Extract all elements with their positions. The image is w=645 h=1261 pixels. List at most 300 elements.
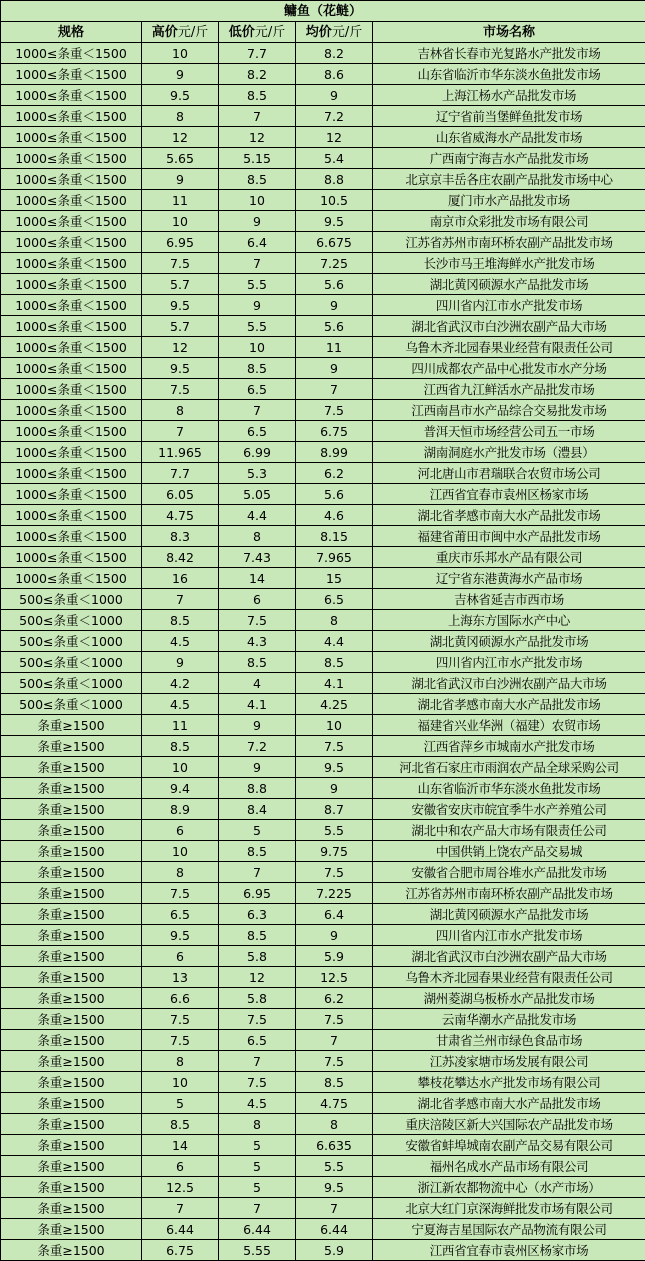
cell-high-price: 11 — [142, 190, 219, 211]
cell-low-price: 7 — [219, 862, 296, 883]
cell-spec: 1000≤条重＜1500 — [1, 505, 142, 526]
table-row — [1, 400, 645, 421]
cell-market: 四川省内江市水产批发市场 — [373, 925, 645, 946]
cell-avg-price: 7.5 — [296, 400, 373, 421]
cell-high-price: 6 — [142, 820, 219, 841]
cell-high-price: 11.965 — [142, 442, 219, 463]
cell-market: 长沙市马王堆海鲜水产批发市场 — [373, 253, 645, 274]
cell-avg-price: 8.2 — [296, 43, 373, 64]
cell-high-price: 6.5 — [142, 904, 219, 925]
cell-market: 辽宁省东港黄海水产品市场 — [373, 568, 645, 589]
cell-market: 河北省石家庄市雨润农产品全球采购公司 — [373, 757, 645, 778]
cell-low-price: 6.4 — [219, 232, 296, 253]
cell-avg-price: 5.4 — [296, 148, 373, 169]
cell-spec: 1000≤条重＜1500 — [1, 400, 142, 421]
cell-market: 湖北黄冈硕源水产品批发市场 — [373, 904, 645, 925]
cell-market: 安徽省蚌埠城南农副产品交易有限公司 — [373, 1135, 645, 1156]
cell-avg-price: 12 — [296, 127, 373, 148]
cell-spec: 条重≥1500 — [1, 778, 142, 799]
cell-avg-price: 8.15 — [296, 526, 373, 547]
cell-low-price: 9 — [219, 295, 296, 316]
cell-avg-price: 9 — [296, 778, 373, 799]
cell-spec: 条重≥1500 — [1, 1093, 142, 1114]
cell-high-price: 7 — [142, 1198, 219, 1219]
cell-low-price: 8.5 — [219, 652, 296, 673]
cell-low-price: 7.2 — [219, 736, 296, 757]
cell-low-price: 5.5 — [219, 316, 296, 337]
cell-low-price: 5.8 — [219, 988, 296, 1009]
header-low-price — [219, 22, 296, 43]
cell-avg-price: 4.75 — [296, 1093, 373, 1114]
table-row — [1, 43, 645, 64]
cell-spec: 条重≥1500 — [1, 946, 142, 967]
cell-high-price: 7 — [142, 421, 219, 442]
cell-high-price: 6.6 — [142, 988, 219, 1009]
cell-high-price: 10 — [142, 43, 219, 64]
table-row — [1, 820, 645, 841]
cell-low-price: 5.15 — [219, 148, 296, 169]
cell-low-price: 7 — [219, 253, 296, 274]
table-row — [1, 799, 645, 820]
cell-high-price: 11 — [142, 715, 219, 736]
cell-avg-price: 11 — [296, 337, 373, 358]
cell-market: 湖北中和农产品大市场有限责任公司 — [373, 820, 645, 841]
cell-low-price: 7 — [219, 1198, 296, 1219]
cell-spec: 条重≥1500 — [1, 1114, 142, 1135]
cell-market: 湖北省孝感市南大水产品批发市场 — [373, 505, 645, 526]
cell-market: 山东省威海水产品批发市场 — [373, 127, 645, 148]
cell-low-price: 5.8 — [219, 946, 296, 967]
cell-avg-price: 4.25 — [296, 694, 373, 715]
cell-high-price: 10 — [142, 757, 219, 778]
table-row — [1, 568, 645, 589]
table-row — [1, 421, 645, 442]
cell-spec: 1000≤条重＜1500 — [1, 484, 142, 505]
cell-avg-price: 9 — [296, 295, 373, 316]
cell-high-price: 7 — [142, 589, 219, 610]
cell-high-price: 6.05 — [142, 484, 219, 505]
cell-market: 山东省临沂市华东淡水鱼批发市场 — [373, 778, 645, 799]
cell-avg-price: 5.9 — [296, 1240, 373, 1261]
cell-low-price: 9 — [219, 757, 296, 778]
cell-high-price: 8 — [142, 400, 219, 421]
cell-spec: 1000≤条重＜1500 — [1, 43, 142, 64]
table-row — [1, 337, 645, 358]
cell-market: 湖州菱湖乌板桥水产品批发市场 — [373, 988, 645, 1009]
cell-low-price: 7.43 — [219, 547, 296, 568]
cell-market: 山东省临沂市华东淡水鱼批发市场 — [373, 64, 645, 85]
table-row — [1, 148, 645, 169]
table-title: 鳙鱼（花鲢） — [1, 1, 645, 22]
cell-avg-price: 9 — [296, 85, 373, 106]
cell-avg-price: 7.5 — [296, 1009, 373, 1030]
cell-spec: 条重≥1500 — [1, 1072, 142, 1093]
cell-high-price: 8 — [142, 862, 219, 883]
cell-high-price: 4.5 — [142, 631, 219, 652]
cell-low-price: 8.5 — [219, 841, 296, 862]
table-row — [1, 1156, 645, 1177]
cell-high-price: 4.2 — [142, 673, 219, 694]
cell-market: 湖北黄冈硕源水产品批发市场 — [373, 631, 645, 652]
cell-high-price: 13 — [142, 967, 219, 988]
cell-avg-price: 4.6 — [296, 505, 373, 526]
cell-low-price: 5 — [219, 1135, 296, 1156]
table-row — [1, 1219, 645, 1240]
table-row — [1, 631, 645, 652]
cell-avg-price: 7.2 — [296, 106, 373, 127]
cell-spec: 1000≤条重＜1500 — [1, 211, 142, 232]
cell-spec: 条重≥1500 — [1, 1240, 142, 1261]
cell-high-price: 7.7 — [142, 463, 219, 484]
table-row — [1, 967, 645, 988]
table-row — [1, 169, 645, 190]
cell-market: 江西省九江鲜活水产品批发市场 — [373, 379, 645, 400]
cell-spec: 条重≥1500 — [1, 988, 142, 1009]
cell-high-price: 5.7 — [142, 316, 219, 337]
cell-spec: 500≤条重＜1000 — [1, 694, 142, 715]
cell-avg-price: 6.2 — [296, 988, 373, 1009]
cell-low-price: 6 — [219, 589, 296, 610]
cell-market: 厦门市水产品批发市场 — [373, 190, 645, 211]
cell-low-price: 8.4 — [219, 799, 296, 820]
cell-spec: 条重≥1500 — [1, 820, 142, 841]
header-avg-label: 均价 — [305, 24, 332, 40]
cell-spec: 条重≥1500 — [1, 1135, 142, 1156]
cell-avg-price: 5.5 — [296, 1156, 373, 1177]
cell-spec: 1000≤条重＜1500 — [1, 421, 142, 442]
table-row — [1, 190, 645, 211]
cell-low-price: 8 — [219, 1114, 296, 1135]
cell-low-price: 7 — [219, 400, 296, 421]
cell-market: 湖北省孝感市南大水产品批发市场 — [373, 1093, 645, 1114]
cell-avg-price: 8.5 — [296, 652, 373, 673]
table-row — [1, 715, 645, 736]
cell-low-price: 5 — [219, 1156, 296, 1177]
table-row — [1, 1135, 645, 1156]
table-row — [1, 127, 645, 148]
cell-spec: 1000≤条重＜1500 — [1, 337, 142, 358]
cell-avg-price: 5.5 — [296, 820, 373, 841]
table-row — [1, 484, 645, 505]
cell-avg-price: 7.965 — [296, 547, 373, 568]
cell-high-price: 7.5 — [142, 253, 219, 274]
cell-market: 四川省内江市水产批发市场 — [373, 295, 645, 316]
cell-spec: 1000≤条重＜1500 — [1, 253, 142, 274]
table-row — [1, 526, 645, 547]
cell-avg-price: 9.5 — [296, 211, 373, 232]
cell-avg-price: 7 — [296, 1198, 373, 1219]
header-high-label: 高价 — [151, 24, 178, 40]
cell-high-price: 9.5 — [142, 295, 219, 316]
cell-low-price: 8.5 — [219, 925, 296, 946]
cell-high-price: 7.5 — [142, 379, 219, 400]
cell-market: 福建省莆田市闽中水产品批发市场 — [373, 526, 645, 547]
cell-low-price: 6.99 — [219, 442, 296, 463]
table-row — [1, 1093, 645, 1114]
cell-spec: 条重≥1500 — [1, 757, 142, 778]
cell-avg-price: 6.675 — [296, 232, 373, 253]
cell-spec: 1000≤条重＜1500 — [1, 379, 142, 400]
cell-high-price: 14 — [142, 1135, 219, 1156]
cell-low-price: 6.5 — [219, 421, 296, 442]
cell-market: 浙江新农都物流中心（水产市场） — [373, 1177, 645, 1198]
cell-spec: 500≤条重＜1000 — [1, 673, 142, 694]
cell-low-price: 5 — [219, 1177, 296, 1198]
header-high-price — [142, 22, 219, 43]
cell-low-price: 6.3 — [219, 904, 296, 925]
cell-market: 福州名成水产品市场有限公司 — [373, 1156, 645, 1177]
table-row — [1, 925, 645, 946]
cell-low-price: 8.5 — [219, 358, 296, 379]
cell-high-price: 7.5 — [142, 1009, 219, 1030]
cell-market: 江西省萍乡市城南水产批发市场 — [373, 736, 645, 757]
cell-avg-price: 5.6 — [296, 484, 373, 505]
table-row — [1, 253, 645, 274]
header-avg-price — [296, 22, 373, 43]
cell-avg-price: 7.5 — [296, 736, 373, 757]
cell-low-price: 6.44 — [219, 1219, 296, 1240]
cell-high-price: 6.95 — [142, 232, 219, 253]
cell-high-price: 10 — [142, 1072, 219, 1093]
cell-spec: 1000≤条重＜1500 — [1, 358, 142, 379]
table-row — [1, 295, 645, 316]
cell-market: 安徽省安庆市皖宜季牛水产养殖公司 — [373, 799, 645, 820]
cell-spec: 1000≤条重＜1500 — [1, 316, 142, 337]
cell-avg-price: 5.6 — [296, 274, 373, 295]
cell-spec: 1000≤条重＜1500 — [1, 547, 142, 568]
cell-spec: 500≤条重＜1000 — [1, 589, 142, 610]
title-row — [1, 1, 645, 22]
cell-spec: 1000≤条重＜1500 — [1, 169, 142, 190]
cell-spec: 1000≤条重＜1500 — [1, 295, 142, 316]
cell-spec: 1000≤条重＜1500 — [1, 526, 142, 547]
table-row — [1, 442, 645, 463]
cell-high-price: 5 — [142, 1093, 219, 1114]
cell-high-price: 10 — [142, 211, 219, 232]
cell-spec: 1000≤条重＜1500 — [1, 85, 142, 106]
cell-market: 江西省宜春市袁州区杨家市场 — [373, 484, 645, 505]
cell-spec: 1000≤条重＜1500 — [1, 190, 142, 211]
cell-spec: 1000≤条重＜1500 — [1, 442, 142, 463]
cell-avg-price: 9.5 — [296, 1177, 373, 1198]
cell-low-price: 8.2 — [219, 64, 296, 85]
cell-high-price: 7.5 — [142, 883, 219, 904]
cell-spec: 条重≥1500 — [1, 736, 142, 757]
table-row — [1, 862, 645, 883]
cell-avg-price: 8.6 — [296, 64, 373, 85]
table-row — [1, 694, 645, 715]
cell-high-price: 9.5 — [142, 358, 219, 379]
table-row — [1, 778, 645, 799]
cell-high-price: 10 — [142, 841, 219, 862]
cell-spec: 500≤条重＜1000 — [1, 610, 142, 631]
cell-avg-price: 7.5 — [296, 1051, 373, 1072]
table-row — [1, 757, 645, 778]
table-row — [1, 736, 645, 757]
cell-low-price: 7.5 — [219, 1072, 296, 1093]
cell-avg-price: 6.2 — [296, 463, 373, 484]
table-row — [1, 1198, 645, 1219]
cell-low-price: 10 — [219, 190, 296, 211]
cell-avg-price: 8 — [296, 610, 373, 631]
table-row — [1, 1240, 645, 1261]
cell-high-price: 12.5 — [142, 1177, 219, 1198]
table-row — [1, 988, 645, 1009]
cell-low-price: 7 — [219, 1051, 296, 1072]
cell-high-price: 12 — [142, 337, 219, 358]
header-row — [1, 22, 645, 43]
cell-spec: 条重≥1500 — [1, 1156, 142, 1177]
cell-low-price: 5.55 — [219, 1240, 296, 1261]
cell-market: 甘肃省兰州市绿色食品市场 — [373, 1030, 645, 1051]
cell-high-price: 16 — [142, 568, 219, 589]
cell-high-price: 7.5 — [142, 1030, 219, 1051]
cell-avg-price: 7.25 — [296, 253, 373, 274]
cell-high-price: 8.3 — [142, 526, 219, 547]
table-row — [1, 379, 645, 400]
cell-low-price: 5.3 — [219, 463, 296, 484]
cell-spec: 1000≤条重＜1500 — [1, 127, 142, 148]
cell-low-price: 8.5 — [219, 85, 296, 106]
cell-spec: 条重≥1500 — [1, 925, 142, 946]
cell-high-price: 9.5 — [142, 85, 219, 106]
cell-avg-price: 8.8 — [296, 169, 373, 190]
cell-high-price: 8.5 — [142, 1114, 219, 1135]
cell-low-price: 9 — [219, 715, 296, 736]
cell-spec: 1000≤条重＜1500 — [1, 232, 142, 253]
cell-low-price: 4 — [219, 673, 296, 694]
table-row — [1, 232, 645, 253]
cell-spec: 条重≥1500 — [1, 883, 142, 904]
cell-avg-price: 9.75 — [296, 841, 373, 862]
cell-avg-price: 12.5 — [296, 967, 373, 988]
table-row — [1, 904, 645, 925]
table-row — [1, 610, 645, 631]
cell-market: 江西省宜春市袁州区杨家市场 — [373, 1240, 645, 1261]
cell-avg-price: 9 — [296, 925, 373, 946]
header-market: 市场名称 — [373, 22, 645, 43]
table-row — [1, 652, 645, 673]
cell-market: 重庆涪陵区新大兴国际农产品批发市场 — [373, 1114, 645, 1135]
cell-avg-price: 7.225 — [296, 883, 373, 904]
cell-spec: 500≤条重＜1000 — [1, 652, 142, 673]
cell-low-price: 4.3 — [219, 631, 296, 652]
table-row — [1, 547, 645, 568]
cell-high-price: 9 — [142, 652, 219, 673]
cell-market: 中国供销上饶农产品交易城 — [373, 841, 645, 862]
cell-market: 攀枝花攀达水产批发市场有限公司 — [373, 1072, 645, 1093]
cell-low-price: 7 — [219, 106, 296, 127]
cell-market: 湖北省武汉市白沙洲农副产品大市场 — [373, 946, 645, 967]
cell-high-price: 9 — [142, 64, 219, 85]
table-row — [1, 841, 645, 862]
cell-low-price: 12 — [219, 127, 296, 148]
cell-avg-price: 6.75 — [296, 421, 373, 442]
header-high-unit: 元/斤 — [177, 24, 209, 40]
cell-avg-price: 5.6 — [296, 316, 373, 337]
cell-spec: 1000≤条重＜1500 — [1, 148, 142, 169]
cell-avg-price: 4.4 — [296, 631, 373, 652]
cell-market: 湖南洞庭水产批发市场（澧县） — [373, 442, 645, 463]
cell-high-price: 4.75 — [142, 505, 219, 526]
cell-spec: 条重≥1500 — [1, 1051, 142, 1072]
cell-avg-price: 8 — [296, 1114, 373, 1135]
table-row — [1, 946, 645, 967]
cell-spec: 条重≥1500 — [1, 862, 142, 883]
cell-low-price: 7.7 — [219, 43, 296, 64]
table-row — [1, 316, 645, 337]
cell-high-price: 9.5 — [142, 925, 219, 946]
cell-market: 重庆市乐邦水产品有限公司 — [373, 547, 645, 568]
cell-high-price: 8 — [142, 1051, 219, 1072]
cell-low-price: 10 — [219, 337, 296, 358]
table-row — [1, 463, 645, 484]
cell-low-price: 7.5 — [219, 610, 296, 631]
cell-high-price: 8.5 — [142, 610, 219, 631]
cell-spec: 1000≤条重＜1500 — [1, 64, 142, 85]
cell-market: 江西南昌市水产品综合交易批发市场 — [373, 400, 645, 421]
header-low-label: 低价 — [228, 24, 255, 40]
cell-market: 吉林省长春市光复路水产批发市场 — [373, 43, 645, 64]
table-row — [1, 1051, 645, 1072]
cell-spec: 1000≤条重＜1500 — [1, 568, 142, 589]
table-row — [1, 883, 645, 904]
cell-low-price: 8.8 — [219, 778, 296, 799]
cell-market: 江苏省苏州市南环桥农副产品批发市场 — [373, 232, 645, 253]
cell-spec: 条重≥1500 — [1, 1030, 142, 1051]
cell-market: 江苏凌家塘市场发展有限公司 — [373, 1051, 645, 1072]
cell-market: 普洱天恒市场经营公司五一市场 — [373, 421, 645, 442]
cell-low-price: 12 — [219, 967, 296, 988]
cell-market: 宁夏海吉星国际农产品物流有限公司 — [373, 1219, 645, 1240]
cell-low-price: 4.5 — [219, 1093, 296, 1114]
cell-low-price: 6.5 — [219, 1030, 296, 1051]
cell-market: 云南华潮水产品批发市场 — [373, 1009, 645, 1030]
cell-market: 湖北黄冈硕源水产品批发市场 — [373, 274, 645, 295]
cell-avg-price: 9 — [296, 358, 373, 379]
cell-spec: 1000≤条重＜1500 — [1, 274, 142, 295]
cell-market: 湖北省孝感市南大水产品批发市场 — [373, 694, 645, 715]
cell-high-price: 8.9 — [142, 799, 219, 820]
cell-low-price: 5.05 — [219, 484, 296, 505]
cell-avg-price: 15 — [296, 568, 373, 589]
cell-high-price: 4.5 — [142, 694, 219, 715]
cell-low-price: 4.1 — [219, 694, 296, 715]
table-row — [1, 211, 645, 232]
cell-spec: 1000≤条重＜1500 — [1, 463, 142, 484]
cell-avg-price: 7.5 — [296, 862, 373, 883]
cell-high-price: 6 — [142, 946, 219, 967]
cell-avg-price: 5.9 — [296, 946, 373, 967]
cell-avg-price: 6.635 — [296, 1135, 373, 1156]
cell-low-price: 5 — [219, 820, 296, 841]
cell-avg-price: 6.44 — [296, 1219, 373, 1240]
cell-avg-price: 8.5 — [296, 1072, 373, 1093]
cell-high-price: 8 — [142, 106, 219, 127]
cell-spec: 条重≥1500 — [1, 799, 142, 820]
cell-spec: 条重≥1500 — [1, 1009, 142, 1030]
cell-market: 四川成都农产品中心批发市水产分场 — [373, 358, 645, 379]
cell-spec: 条重≥1500 — [1, 715, 142, 736]
cell-market: 上海东方国际水产中心 — [373, 610, 645, 631]
table-row — [1, 1114, 645, 1135]
cell-avg-price: 4.1 — [296, 673, 373, 694]
table-row — [1, 1030, 645, 1051]
cell-market: 湖北省武汉市白沙洲农副产品大市场 — [373, 673, 645, 694]
cell-high-price: 5.7 — [142, 274, 219, 295]
table-row — [1, 106, 645, 127]
cell-market: 北京大红门京深海鲜批发市场有限公司 — [373, 1198, 645, 1219]
